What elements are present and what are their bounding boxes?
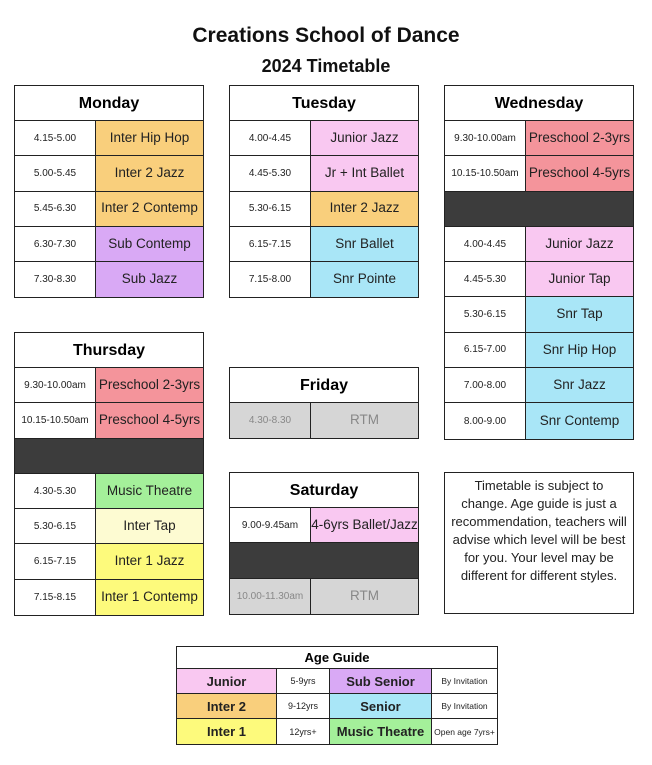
age-guide-row xyxy=(177,719,497,744)
class-row xyxy=(15,262,203,297)
break-divider xyxy=(445,192,633,227)
level-label: Senior xyxy=(330,694,432,718)
day-header: Saturday xyxy=(230,473,418,508)
day-rows xyxy=(15,368,203,615)
class-name: Sub Contemp xyxy=(96,227,203,261)
age-guide-table xyxy=(176,646,498,745)
level-age: 5-9yrs xyxy=(277,669,330,693)
day-header: Friday xyxy=(230,368,418,403)
class-name: RTM xyxy=(311,579,418,614)
class-row xyxy=(15,156,203,191)
class-name: Snr Contemp xyxy=(526,403,633,438)
page-title: Creations School of Dance xyxy=(192,24,460,47)
class-name: Junior Jazz xyxy=(526,227,633,261)
class-name: Jr + Int Ballet xyxy=(311,156,418,190)
class-time: 7.30-8.30 xyxy=(15,262,96,297)
class-row xyxy=(15,403,203,438)
day-rows xyxy=(445,121,633,439)
class-name: Inter 1 Contemp xyxy=(96,580,203,615)
class-name: Snr Ballet xyxy=(311,227,418,261)
disclaimer-note: Timetable is subject to change. Age guide is just a recommendation, teachers will advise which level will be best for you. Your level may be different for different styles. xyxy=(444,472,634,614)
class-row xyxy=(445,121,633,156)
class-time: 10.15-10.50am xyxy=(445,156,526,190)
class-time: 6.15-7.15 xyxy=(15,544,96,578)
class-time: 9.00-9.45am xyxy=(230,508,311,542)
class-name: RTM xyxy=(311,403,418,438)
level-label: Junior xyxy=(177,669,277,693)
day-rows xyxy=(230,403,418,438)
class-time: 5.30-6.15 xyxy=(230,192,311,226)
class-row xyxy=(445,297,633,332)
class-row xyxy=(230,227,418,262)
day-header: Thursday xyxy=(15,333,203,368)
class-time: 8.00-9.00 xyxy=(445,403,526,438)
class-name: Snr Jazz xyxy=(526,368,633,402)
class-time: 9.30-10.00am xyxy=(15,368,96,402)
class-name: Inter 2 Jazz xyxy=(311,192,418,226)
class-time: 4.30-8.30 xyxy=(230,403,311,438)
class-name: 4-6yrs Ballet/Jazz xyxy=(311,508,418,542)
class-name: Inter 2 Jazz xyxy=(96,156,203,190)
age-guide-row xyxy=(177,694,497,719)
day-table-saturday xyxy=(229,472,419,615)
class-row xyxy=(445,262,633,297)
class-time: 5.30-6.15 xyxy=(15,509,96,543)
page-subtitle: 2024 Timetable xyxy=(261,56,391,76)
class-row xyxy=(15,580,203,615)
level-label: Sub Senior xyxy=(330,669,432,693)
level-age: 12yrs+ xyxy=(277,719,330,744)
class-row xyxy=(15,544,203,579)
age-guide-row xyxy=(177,669,497,694)
level-age: Open age 7yrs+ xyxy=(432,719,497,744)
class-time: 7.15-8.15 xyxy=(15,580,96,615)
class-time: 10.15-10.50am xyxy=(15,403,96,437)
class-row xyxy=(230,262,418,297)
class-time: 5.00-5.45 xyxy=(15,156,96,190)
class-name: Sub Jazz xyxy=(96,262,203,297)
class-row xyxy=(15,368,203,403)
class-time: 4.00-4.45 xyxy=(445,227,526,261)
class-row xyxy=(15,121,203,156)
day-header: Monday xyxy=(15,86,203,121)
class-row xyxy=(230,508,418,543)
class-row xyxy=(15,192,203,227)
day-header: Wednesday xyxy=(445,86,633,121)
class-row xyxy=(15,509,203,544)
class-name: Junior Tap xyxy=(526,262,633,296)
level-age: 9-12yrs xyxy=(277,694,330,718)
class-time: 4.00-4.45 xyxy=(230,121,311,155)
level-label: Inter 1 xyxy=(177,719,277,744)
class-row xyxy=(445,368,633,403)
class-time: 6.15-7.00 xyxy=(445,333,526,367)
class-name: Music Theatre xyxy=(96,474,203,508)
day-table-tuesday xyxy=(229,85,419,298)
class-name: Preschool 4-5yrs xyxy=(526,156,633,190)
class-name: Inter 2 Contemp xyxy=(96,192,203,226)
class-time: 4.30-5.30 xyxy=(15,474,96,508)
day-table-friday xyxy=(229,367,419,439)
class-name: Snr Pointe xyxy=(311,262,418,297)
level-age: By Invitation xyxy=(432,694,497,718)
class-name: Inter Tap xyxy=(96,509,203,543)
class-row xyxy=(445,333,633,368)
class-row xyxy=(15,227,203,262)
day-rows xyxy=(15,121,203,297)
class-row xyxy=(15,474,203,509)
class-row xyxy=(230,121,418,156)
day-rows xyxy=(230,121,418,297)
class-name: Inter 1 Jazz xyxy=(96,544,203,578)
level-label: Inter 2 xyxy=(177,694,277,718)
class-name: Snr Tap xyxy=(526,297,633,331)
break-divider xyxy=(230,543,418,578)
class-name: Preschool 4-5yrs xyxy=(96,403,203,437)
class-time: 6.15-7.15 xyxy=(230,227,311,261)
class-name: Snr Hip Hop xyxy=(526,333,633,367)
class-time: 9.30-10.00am xyxy=(445,121,526,155)
class-time: 4.15-5.00 xyxy=(15,121,96,155)
day-rows xyxy=(230,508,418,614)
class-name: Preschool 2-3yrs xyxy=(526,121,633,155)
class-row xyxy=(445,156,633,191)
class-row xyxy=(445,403,633,438)
day-table-monday xyxy=(14,85,204,298)
break-divider xyxy=(15,439,203,474)
class-row xyxy=(230,192,418,227)
class-time: 5.30-6.15 xyxy=(445,297,526,331)
class-time: 5.45-6.30 xyxy=(15,192,96,226)
class-name: Junior Jazz xyxy=(311,121,418,155)
age-guide-title: Age Guide xyxy=(177,647,497,669)
level-label: Music Theatre xyxy=(330,719,432,744)
class-time: 4.45-5.30 xyxy=(445,262,526,296)
day-table-wednesday xyxy=(444,85,634,440)
class-time: 4.45-5.30 xyxy=(230,156,311,190)
level-age: By Invitation xyxy=(432,669,497,693)
class-time: 6.30-7.30 xyxy=(15,227,96,261)
class-name: Inter Hip Hop xyxy=(96,121,203,155)
class-row xyxy=(230,579,418,614)
class-row xyxy=(230,156,418,191)
class-time: 7.00-8.00 xyxy=(445,368,526,402)
day-header: Tuesday xyxy=(230,86,418,121)
class-row xyxy=(445,227,633,262)
class-time: 7.15-8.00 xyxy=(230,262,311,297)
class-row xyxy=(230,403,418,438)
class-name: Preschool 2-3yrs xyxy=(96,368,203,402)
day-table-thursday xyxy=(14,332,204,616)
class-time: 10.00-11.30am xyxy=(230,579,311,614)
